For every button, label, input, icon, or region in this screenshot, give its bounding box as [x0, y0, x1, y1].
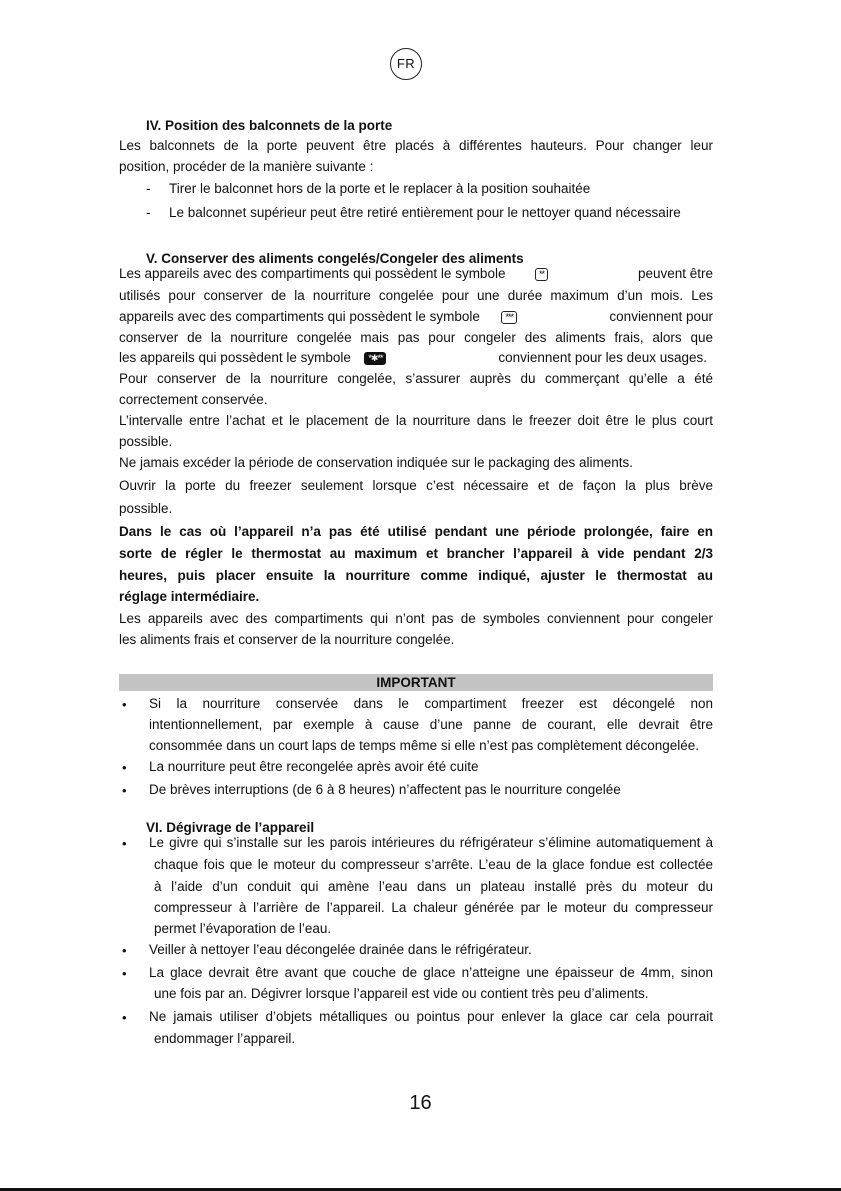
bullet-marker: •	[122, 836, 127, 851]
section-iv-title: IV. Position des balconnets de la porte	[146, 118, 393, 133]
paragraph-line: possible.	[119, 501, 173, 516]
bullet-text: endommager l’appareil.	[154, 1031, 296, 1046]
text-part: conviennent pour les deux usages.	[498, 350, 707, 365]
bullet-marker: •	[122, 1010, 127, 1025]
bullet-marker: •	[122, 697, 127, 712]
paragraph-line: Les appareils avec des compartiments qui n’ont pas de symboles conviennent pour congeler	[119, 611, 713, 626]
section-v-title: V. Conserver des aliments congelés/Congeler des aliments	[146, 251, 524, 266]
bullet-text: une fois par an. Dégivrer lorsque l’appareil est vide ou contient très peu d’aliments.	[154, 986, 649, 1001]
text-part: peuvent être	[637, 266, 713, 281]
dash-marker: -	[146, 181, 151, 196]
dash-marker: -	[146, 205, 151, 220]
page-number: 16	[409, 1092, 432, 1114]
bold-paragraph-line: sorte de régler le thermostat au maximum et brancher l’appareil à vide pendant 2/3	[119, 546, 713, 561]
text-part: les appareils qui possèdent le symbole	[119, 350, 351, 365]
text-part: Les appareils avec des compartiments qui possèdent le symbole	[119, 266, 506, 281]
paragraph-line: Ne jamais excéder la période de conservation indiquée sur le packaging des aliments.	[119, 455, 634, 470]
bullet-marker: •	[122, 966, 127, 981]
bullet-text: Ne jamais utiliser d’objets métalliques ou pointus pour enlever la glace car cela pourrait	[149, 1009, 713, 1024]
paragraph-line: correctement conservée.	[119, 392, 268, 407]
text-part: appareils avec des compartiments qui possèdent le symbole	[119, 309, 480, 324]
four-star-symbol-icon: *✱**	[364, 352, 386, 365]
bullet-marker: •	[122, 783, 127, 798]
bullet-marker: •	[122, 943, 127, 958]
section-vi-title: VI. Dégivrage de l’appareil	[146, 820, 315, 835]
dash-item: Tirer le balconnet hors de la porte et le replacer à la position souhaitée	[169, 181, 591, 196]
bullet-text: La glace devrait être avant que couche de glace n’atteigne une épaisseur de 4mm, sinon	[149, 965, 713, 980]
paragraph-line-with-symbol	[119, 351, 713, 365]
bullet-text: permet l’évaporation de l’eau.	[154, 921, 332, 936]
bullet-text: chaque fois que le moteur du compresseur s’arrête. L’eau de la glace fondue est collectée	[154, 857, 713, 872]
paragraph-line: Pour conserver de la nourriture congelée, s’assurer auprès du commerçant qu’elle a été	[119, 371, 713, 386]
text-part: conviennent pour	[609, 309, 713, 324]
bold-paragraph-line: heures, puis placer ensuite la nourriture comme indiqué, ajuster le thermostat au	[119, 568, 713, 583]
bullet-text: Veiller à nettoyer l’eau décongelée drainée dans le réfrigérateur.	[149, 942, 532, 957]
paragraph-line: L’intervalle entre l’achat et le placement de la nourriture dans le freezer doit être le plus court	[119, 413, 713, 428]
bullet-text: intentionnellement, par exemple à cause d’une panne de courant, elle devrait être	[149, 717, 713, 732]
paragraph-line: possible.	[119, 434, 173, 449]
paragraph-line-with-symbol	[119, 310, 713, 324]
bullet-text: Si la nourriture conservée dans le compartiment freezer est décongelé non	[149, 696, 713, 711]
paragraph-line: utilisés pour conserver de la nourriture congelée pour une durée maximum d’un mois. Les	[119, 288, 713, 303]
paragraph-line: conserver de la nourriture congelée mais pas pour congeler des aliments frais, alors que	[119, 330, 713, 345]
dash-item: Le balconnet supérieur peut être retiré entièrement pour le nettoyer quand nécessaire	[169, 205, 681, 220]
important-banner: IMPORTANT	[119, 674, 713, 691]
bullet-text: consommée dans un court laps de temps même si elle n’est pas complètement décongelée.	[149, 738, 700, 753]
bullet-text: compresseur à l’arrière de l’appareil. La chaleur générée par le moteur du compresseur	[154, 900, 713, 915]
bold-paragraph-line: réglage intermédiaire.	[119, 589, 260, 604]
paragraph-line-with-symbol	[119, 267, 713, 281]
paragraph-line: Les balconnets de la porte peuvent être placés à différentes hauteurs. Pour changer leur	[119, 138, 713, 153]
language-badge: FR	[390, 48, 422, 80]
three-star-symbol-icon: ***	[501, 311, 517, 324]
paragraph-line: Ouvrir la porte du freezer seulement lorsque c’est nécessaire et de façon la plus brève	[119, 478, 713, 493]
bullet-text: Le givre qui s’installe sur les parois intérieures du réfrigérateur s’élimine automatiquement à	[149, 835, 713, 850]
paragraph-line: les aliments frais et conserver de la nourriture congelée.	[119, 632, 455, 647]
bullet-text: à l’aide d’un conduit qui amène l’eau dans un plateau installé près du moteur du	[154, 879, 713, 894]
two-star-symbol-icon: **	[535, 268, 548, 281]
paragraph-line: position, procéder de la manière suivante :	[119, 159, 374, 174]
bold-paragraph-line: Dans le cas où l’appareil n’a pas été utilisé pendant une période prolongée, faire en	[119, 524, 713, 539]
bullet-marker: •	[122, 760, 127, 775]
bullet-text: De brèves interruptions (de 6 à 8 heures) n’affectent pas le nourriture congelée	[149, 782, 621, 797]
bullet-text: La nourriture peut être recongelée après avoir été cuite	[149, 759, 479, 774]
